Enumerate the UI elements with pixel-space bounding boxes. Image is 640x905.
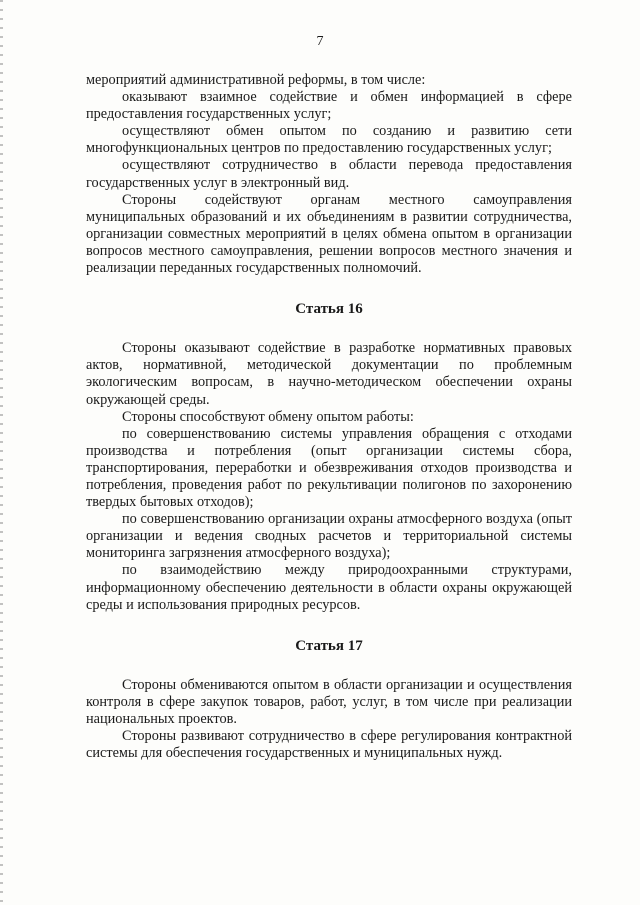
article-17-paragraph-1: Стороны обмениваются опытом в области организации и осуществления контроля в сфере закупок товаров, работ, услуг, в том числе при реализации национальных проектов. — [86, 676, 572, 727]
article-17-heading: Статья 17 — [295, 637, 363, 654]
list-item: по совершенствованию организации охраны атмосферного воздуха (опыт организации и ведения сводных расчетов и территориальной системы мониторинга загрязнения атмосферного воздуха); — [86, 511, 572, 562]
page-number: 7 — [316, 34, 324, 49]
local-government-paragraph: Стороны содействуют органам местного самоуправления муниципальных образований и их объединениям в развитии сотрудничества, организации совместных мероприятий в целях обмена опытом в организации вопросов местного самоуправления, решении вопросов местного значения и реализации переданных государственных полномочий. — [86, 191, 572, 277]
list-item: осуществляют обмен опытом по созданию и развитию сети многофункциональных центров по предоставлению государственных услуг; — [86, 123, 572, 157]
list-item: осуществляют сотрудничество в области перевода предоставления государственных услуг в электронный вид. — [86, 157, 572, 191]
scan-edge — [0, 0, 3, 905]
article-16-paragraph-2: Стороны способствуют обмену опытом работы: — [122, 408, 414, 425]
article-17-paragraph-2: Стороны развивают сотрудничество в сфере регулирования контрактной системы для обеспечения государственных и муниципальных нужд. — [86, 728, 572, 762]
article-16-heading: Статья 16 — [295, 301, 363, 318]
list-item: по совершенствованию системы управления обращения с отходами производства и потребления (опыт организации системы сбора, транспортирования, переработки и обезвреживания отходов производства и потребления, проведения работ по рекультивации полигонов по захоронению твердых бытовых отходов); — [86, 425, 572, 511]
list-item: по взаимодействию между природоохранными структурами, информационному обеспечению деятельности в области охраны окружающей среды и использования природных ресурсов. — [86, 562, 572, 613]
continuation-paragraph: мероприятий административной реформы, в том числе: — [86, 72, 426, 88]
document-body — [86, 72, 572, 762]
article-16-paragraph-1: Стороны оказывают содействие в разработке нормативных правовых актов, нормативной, методической документации по проблемным экологическим вопросам, в научно-методическом обеспечении охраны окружающей среды. — [86, 340, 572, 408]
list-item: оказывают взаимное содействие и обмен информацией в сфере предоставления государственных услуг; — [86, 89, 572, 123]
